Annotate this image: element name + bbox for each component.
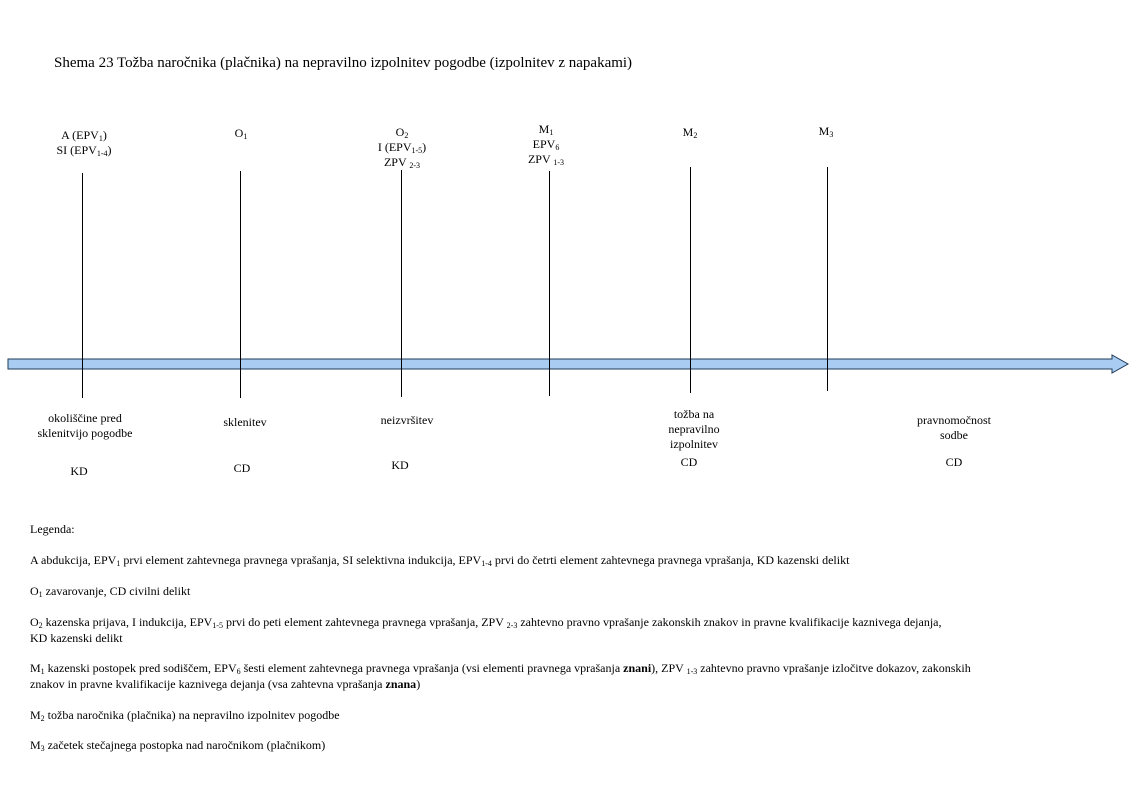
tick-line-o1 <box>240 171 241 398</box>
tick-line-m1 <box>549 171 550 396</box>
legend-item-m1: $M_1$ kazenski postopek pred sodiščem, $EPV_6$ šesti element zahtevnega pravnega vprašanja (vsi elementi pravnega vprašanja znani), ZPV $_{1-3}$ zahtevno pravno vprašanje izločitve dokazov, zakonskih znakov in pravne kvalifikacije kaznivega dejanja (vsa zahtevna vprašanja znana) <box>30 661 971 691</box>
bottom-label-b3: neizvršitev <box>380 413 434 427</box>
timeline-arrow <box>8 355 1128 373</box>
top-label-o2: $O_2$ I $(EPV_{1-5})$ ZPV $_{2-3}$ <box>377 125 427 170</box>
tick-line-o2 <box>401 170 402 397</box>
tick-line-m3 <box>827 167 828 391</box>
bottom-code-b5: CD <box>945 455 963 469</box>
top-label-m3: $M_3$ <box>818 124 834 139</box>
bottom-label-b2: sklenitev <box>223 415 267 429</box>
legend-heading: Legenda: <box>30 522 75 536</box>
bottom-code-b2: CD <box>233 461 251 475</box>
bottom-code-b4: CD <box>680 455 698 469</box>
bottom-code-b1: KD <box>70 464 88 478</box>
legend-item-o1: $O_1$ zavarovanje, CD civilni delikt <box>30 584 191 599</box>
top-label-a: A $(EPV_1)$ SI $(EPV_{1-4})$ <box>56 128 112 158</box>
tick-line-a <box>82 173 83 398</box>
bottom-label-b5: pravnomočnost sodbe <box>917 413 991 442</box>
legend-item-a: A abdukcija, $EPV_1$ prvi element zahtevnega pravnega vprašanja, SI selektivna indukcija, $EPV_{1-4}$ prvi do četrti element zahtevnega pravnega vprašanja, KD kazenski delikt <box>30 553 850 568</box>
bottom-label-b1: okoliščine pred sklenitvijo pogodbe <box>37 411 133 440</box>
legend-item-o2: $O_2$ kazenska prijava, I indukcija, $EPV_{1-5}$ prvi do peti element zahtevnega pravnega vprašanja, ZPV $_{2-3}$ zahtevno pravno vprašanje zakonskih znakov in pravne kvalifikacije kaznivega dejanja, KD kazenski delikt <box>30 615 942 645</box>
diagram-title: Shema 23 Tožba naročnika (plačnika) na nepravilno izpolnitev pogodbe (izpolnitev z napakami) <box>54 55 633 71</box>
legend-item-m2: $M_2$ tožba naročnika (plačnika) na nepravilno izpolnitev pogodbe <box>30 708 340 723</box>
tick-line-m2 <box>690 167 691 393</box>
legend-item-m3: $M_3$ začetek stečajnega postopka nad naročnikom (plačnikom) <box>30 738 326 753</box>
bottom-label-b4: tožba na nepravilno izpolnitev <box>668 407 720 451</box>
top-label-m1: $M_1$ $EPV_6$ ZPV $_{1-3}$ <box>527 122 565 167</box>
top-label-m2: $M_2$ <box>682 125 698 140</box>
bottom-code-b3: KD <box>391 458 409 472</box>
top-label-o1: $O_1$ <box>234 126 248 141</box>
